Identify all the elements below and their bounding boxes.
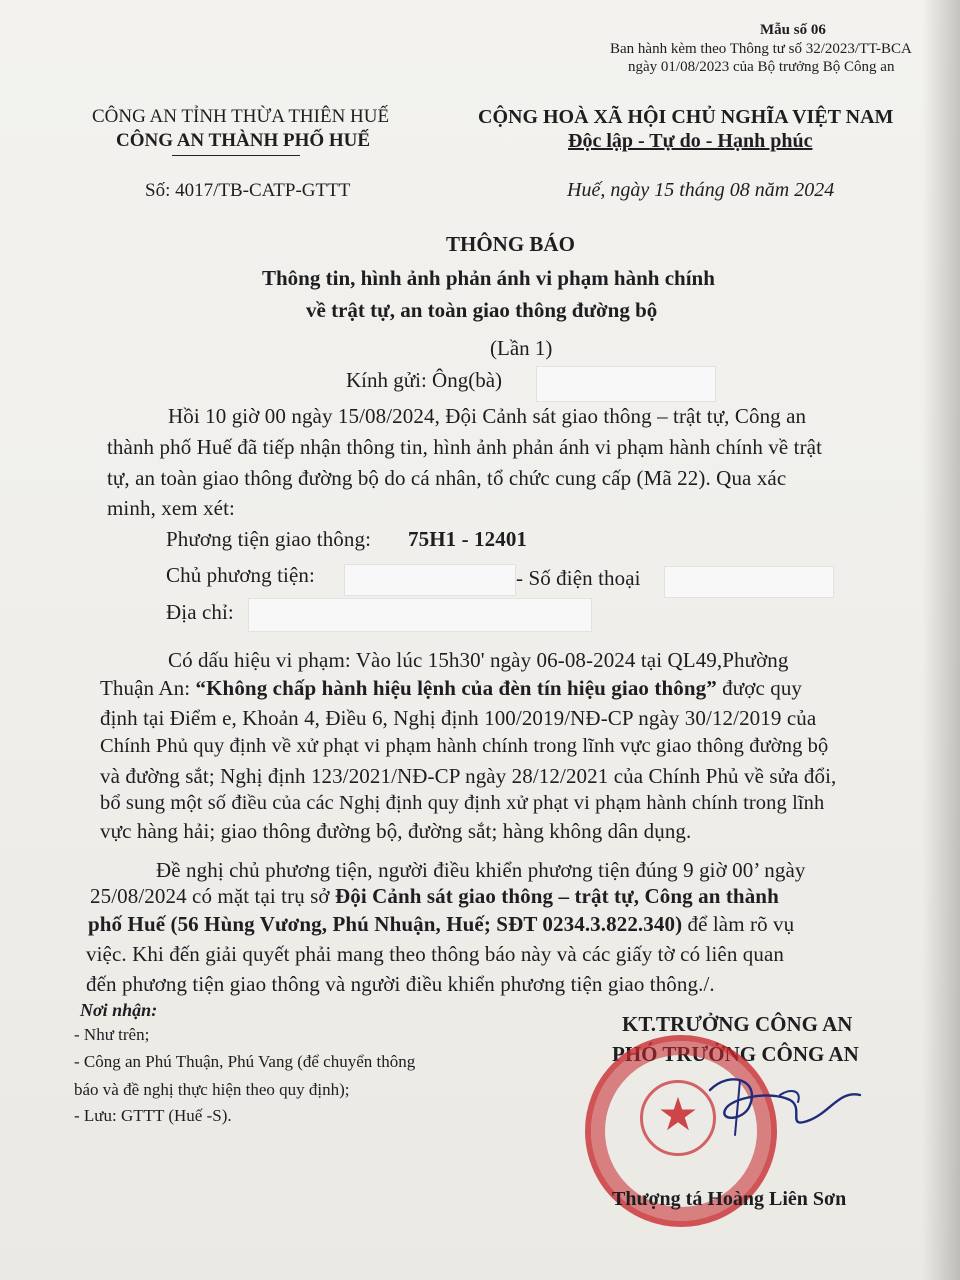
request-line3-tail: để làm rõ vụ [682,912,795,936]
handwritten-signature [690,1060,870,1150]
recipient-item-2: - Công an Phú Thuận, Phú Vang (để chuyển thông [74,1052,416,1071]
form-number: Mẫu số 06 [760,22,826,38]
address-label: Địa chỉ: [166,600,234,624]
violation-description: “Không chấp hành hiệu lệnh của đèn tín hiệu giao thông” [195,676,717,700]
form-issued-line1: Ban hành kèm theo Thông tư số 32/2023/TT-BCA [610,41,912,57]
recipient-item-1: - Như trên; [74,1025,150,1044]
violation-line3: định tại Điểm e, Khoản 4, Điều 6, Nghị định 100/2019/NĐ-CP ngày 30/12/2019 của [100,706,817,730]
place-date: Huế, ngày 15 tháng 08 năm 2024 [567,179,835,201]
recipient-item-4: - Lưu: GTTT (Huế -S). [74,1106,232,1125]
recipient-item-3: báo và đề nghị thực hiện theo quy định); [74,1080,350,1099]
phone-label: - Số điện thoại [516,566,641,590]
notice-subtitle-2: về trật tự, an toàn giao thông đường bộ [306,298,658,322]
redacted-address [248,598,592,632]
owner-label: Chủ phương tiện: [166,563,315,587]
agency-parent: CÔNG AN TỈNH THỪA THIÊN HUẾ [92,106,390,127]
violation-line4: Chính Phủ quy định về xử phạt vi phạm hành chính trong lĩnh vực giao thông đường bộ [100,735,829,757]
stamp-star-emblem: ★ [640,1080,716,1156]
para1-line1: Hồi 10 giờ 00 ngày 15/08/2024, Đội Cảnh sát giao thông – trật tự, Công an [168,404,807,428]
violation-line6: bổ sung một số điều của các Nghị định quy định xử phạt vi phạm hành chính trong lĩnh [100,792,825,814]
notice-title: THÔNG BÁO [446,232,575,256]
violation-location: Thuận An: [100,676,196,700]
request-line2 [90,884,779,909]
agency-name: CÔNG AN THÀNH PHỐ HUẾ [116,130,371,151]
violation-line2-tail: được quy [716,676,803,700]
redacted-phone [664,566,834,598]
agency-name-underline [172,155,300,156]
request-date: 25/08/2024 có mặt tại trụ sở [90,884,335,908]
violation-line1: Có dấu hiệu vi phạm: Vào lúc 15h30' ngày 06-08-2024 tại QL49,Phường [168,648,789,672]
signer-name: Thượng tá Hoàng Liên Sơn [612,1188,847,1210]
nation-title: CỘNG HOÀ XÃ HỘI CHỦ NGHĨA VIỆT NAM [478,106,894,128]
nation-motto: Độc lập - Tự do - Hạnh phúc [568,130,813,152]
request-line1: Đề nghị chủ phương tiện, người điều khiển phương tiện đúng 9 giờ 00’ ngày [156,858,806,882]
addressee-label: Kính gửi: Ông(bà) [346,368,503,392]
page-shadow [922,0,960,1280]
request-line5: đến phương tiện giao thông và người điều khiển phương tiện giao thông./. [86,972,715,996]
recipients-heading: Nơi nhận: [80,1000,158,1020]
doc-number: Số: 4017/TB-CATP-GTTT [145,180,351,201]
notice-round: (Lần 1) [490,336,553,360]
request-address: phố Huế (56 Hùng Vương, Phú Nhuận, Huế; SĐT 0234.3.822.340) [88,912,683,936]
vehicle-label: Phương tiện giao thông: [166,527,372,551]
violation-line2 [100,676,802,701]
notice-subtitle-1: Thông tin, hình ảnh phản ánh vi phạm hành chính [262,266,715,290]
signature-title-2: PHÓ TRƯỞNG CÔNG AN [612,1042,859,1066]
vehicle-plate: 75H1 - 12401 [408,527,528,551]
request-office: Đội Cảnh sát giao thông – trật tự, Công an thành [334,884,779,908]
redacted-addressee [536,366,716,402]
para1-line3: tự, an toàn giao thông đường bộ do cá nhân, tổ chức cung cấp (Mã 22). Qua xác [107,466,787,490]
request-line4: việc. Khi đến giải quyết phải mang theo thông báo này và các giấy tờ có liên quan [86,942,784,966]
para1-line4: minh, xem xét: [107,496,235,520]
violation-line7: vực hàng hải; giao thông đường bộ, đường sắt; hàng không dân dụng. [100,819,692,843]
form-issued-line2: ngày 01/08/2023 của Bộ trưởng Bộ Công an [628,59,895,75]
violation-line5: và đường sắt; Nghị định 123/2021/NĐ-CP ngày 28/12/2021 của Chính Phủ về sửa đổi, [100,764,837,788]
para1-line2: thành phố Huế đã tiếp nhận thông tin, hình ảnh phản ánh vi phạm hành chính về trật [107,435,823,459]
request-line3 [88,912,794,937]
signature-title-1: KT.TRƯỞNG CÔNG AN [622,1012,853,1036]
redacted-owner [344,564,516,596]
